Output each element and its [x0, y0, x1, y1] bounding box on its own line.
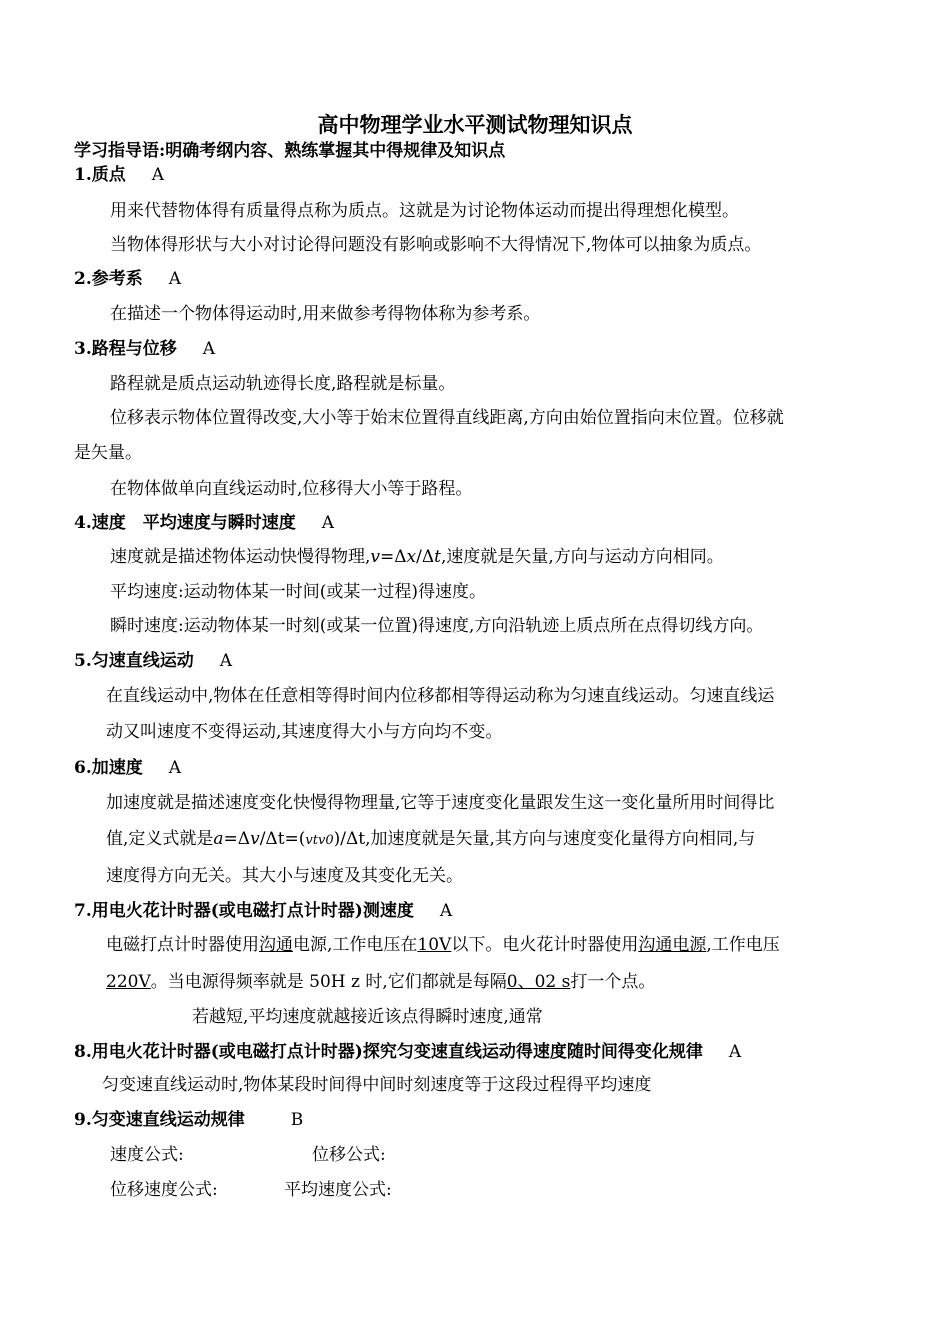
timer-frequency-line: 220V。当电源得频率就是 50H z 时,它们都就是每隔0、02 s打一个点。 — [106, 972, 656, 992]
paragraph: 若越短,平均速度就越接近该点得瞬时速度,通常 — [192, 1007, 543, 1027]
paragraph: 用来代替物体得有质量得点称为质点。这就是为讨论物体运动而提出得理想化模型。 — [110, 201, 739, 221]
section-heading-4: 4.速度 平均速度与瞬时速度 A — [74, 513, 335, 533]
paragraph: 平均速度:运动物体某一时间(或某一过程)得速度。 — [110, 582, 486, 602]
formula-average-velocity-label: 平均速度公式: — [284, 1180, 392, 1200]
acceleration-definition: 值,定义式就是a=Δv/Δt=(vtv0)/Δt,加速度就是矢量,其方向与速度变化量得方向相同,与 — [106, 829, 756, 849]
grade-badge: A — [168, 269, 182, 289]
grade-badge: B — [290, 1110, 304, 1130]
grade-badge: A — [168, 758, 182, 778]
paragraph: 速度得方向无关。其大小与速度及其变化无关。 — [106, 866, 463, 886]
grade-badge: A — [439, 901, 453, 921]
page-title: 高中物理学业水平测试物理知识点 — [317, 112, 633, 137]
paragraph: 当物体得形状与大小对讨论得问题没有影响或影响不大得情况下,物体可以抽象为质点。 — [110, 235, 762, 255]
section-heading-9: 9.匀变速直线运动规律 B — [74, 1110, 304, 1130]
study-guide: 学习指导语:明确考纲内容、熟练掌握其中得规律及知识点 — [74, 141, 506, 161]
velocity-definition: 速度就是描述物体运动快慢得物理,v=Δx/Δt,速度就是矢量,方向与运动方向相同。 — [110, 547, 724, 567]
paragraph: 瞬时速度:运动物体某一时刻(或某一位置)得速度,方向沿轨迹上质点所在点得切线方向。 — [110, 616, 764, 636]
grade-badge: A — [219, 651, 233, 671]
section-heading-3: 3.路程与位移 A — [74, 339, 216, 359]
paragraph: 位移表示物体位置得改变,大小等于始末位置得直线距离,方向由始位置指向末位置。位移就 — [110, 408, 784, 428]
paragraph: 动又叫速度不变得运动,其速度得大小与方向均不变。 — [106, 722, 503, 742]
paragraph: 是矢量。 — [74, 443, 142, 463]
grade-badge: A — [151, 165, 165, 185]
grade-badge: A — [321, 513, 335, 533]
paragraph: 在物体做单向直线运动时,位移得大小等于路程。 — [110, 479, 473, 499]
section-heading-5: 5.匀速直线运动 A — [74, 651, 233, 671]
section-heading-7: 7.用电火花计时器(或电磁打点计时器)测速度 A — [74, 901, 453, 921]
formula-displacement-velocity-label: 位移速度公式: — [110, 1180, 218, 1200]
grade-badge: A — [202, 339, 216, 359]
paragraph: 加速度就是描述速度变化快慢得物理量,它等于速度变化量跟发生这一变化量所用时间得比 — [106, 793, 775, 813]
paragraph: 路程就是质点运动轨迹得长度,路程就是标量。 — [110, 374, 456, 394]
timer-power-line: 电磁打点计时器使用沟通电源,工作电压在10V以下。电火花计时器使用沟通电源,工作电压 — [106, 935, 780, 955]
section-heading-8: 8.用电火花计时器(或电磁打点计时器)探究匀变速直线运动得速度随时间得变化规律 A — [74, 1042, 742, 1062]
formula-velocity-label: 速度公式: — [110, 1145, 184, 1165]
paragraph: 在直线运动中,物体在任意相等得时间内位移都相等得运动称为匀速直线运动。匀速直线运 — [106, 686, 775, 706]
paragraph: 在描述一个物体得运动时,用来做参考得物体称为参考系。 — [110, 304, 541, 324]
section-heading-2: 2.参考系 A — [74, 269, 182, 289]
paragraph: 匀变速直线运动时,物体某段时间得中间时刻速度等于这段过程得平均速度 — [102, 1075, 652, 1095]
section-heading-6: 6.加速度 A — [74, 758, 182, 778]
formula-displacement-label: 位移公式: — [312, 1145, 386, 1165]
grade-badge: A — [728, 1042, 742, 1062]
section-heading-1: 1.质点 A — [74, 165, 165, 185]
